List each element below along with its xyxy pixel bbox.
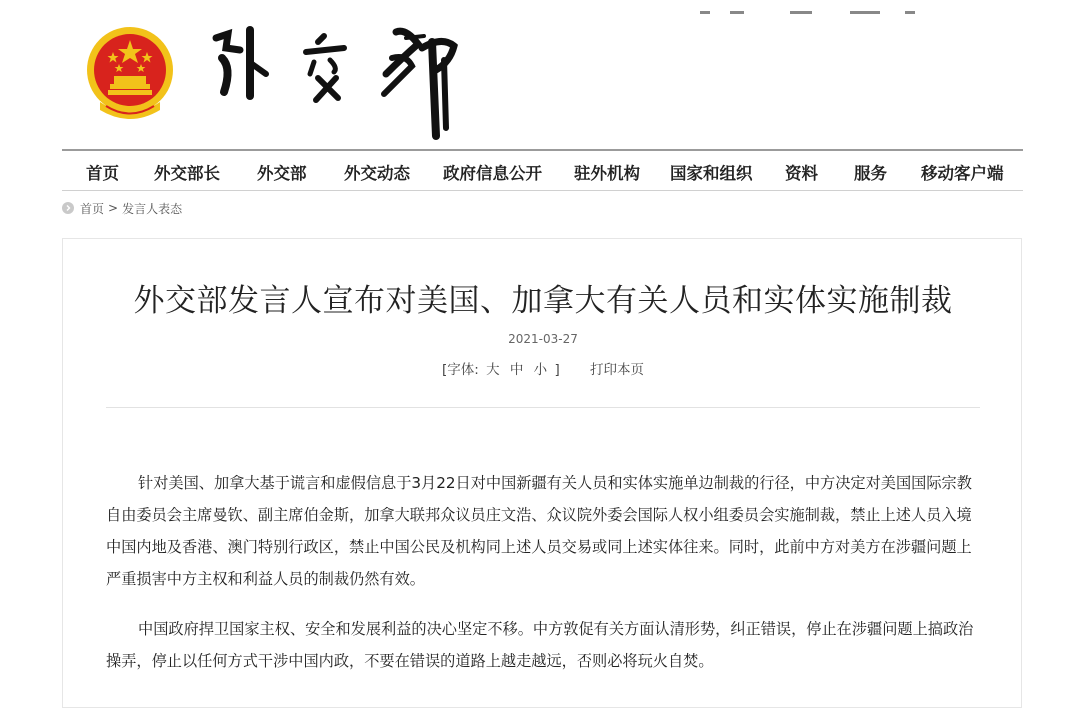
main-nav [62, 149, 1023, 191]
nav-item-missions-abroad[interactable]: 驻外机构 [574, 164, 640, 183]
font-size-small-button[interactable]: 小 [533, 362, 548, 378]
nav-item-government-info[interactable]: 政府信息公开 [443, 164, 542, 183]
nav-item-resources[interactable]: 资料 [785, 164, 818, 183]
nav-item-diplomatic-news[interactable]: 外交动态 [344, 164, 410, 183]
article-paragraph: 中国政府捍卫国家主权、安全和发展利益的决心坚定不移。中方敦促有关方面认清形势，纠正错误，停止在涉疆问题上搞政治操弄，停止以任何方式干涉中国内政，不要在错误的道路上越走越远，否则必将玩火自焚。 [106, 620, 974, 670]
breadcrumb-separator: > [108, 201, 119, 215]
font-size-medium-button[interactable]: 中 [509, 362, 524, 378]
breadcrumb-current-link[interactable]: 发言人表态 [122, 201, 183, 216]
print-page-button[interactable]: 打印本页 [590, 362, 645, 378]
font-size-label: [字体: [441, 362, 479, 378]
ministry-calligraphy-logo[interactable] [206, 18, 466, 143]
nav-item-countries-organizations[interactable]: 国家和组织 [670, 164, 753, 183]
breadcrumb-home-link[interactable]: 首页 [80, 201, 105, 216]
breadcrumb [62, 199, 182, 217]
article-title: 外交部发言人宣布对美国、加拿大有关人员和实体实施制裁 [133, 283, 953, 319]
nav-item-mobile-client[interactable]: 移动客户端 [921, 164, 1004, 183]
article-tools [63, 358, 1023, 378]
title-divider [106, 407, 980, 408]
font-size-large-button[interactable]: 大 [486, 362, 500, 378]
font-size-bracket: ] [554, 362, 560, 378]
site-header [86, 18, 486, 143]
font-size-controls [442, 362, 564, 378]
nav-item-home[interactable]: 首页 [86, 164, 119, 183]
nav-item-services[interactable]: 服务 [854, 164, 887, 183]
chevron-circle-icon [62, 202, 74, 214]
national-emblem-logo[interactable] [86, 26, 174, 126]
article-date: 2021-03-27 [508, 332, 578, 346]
article-panel [62, 238, 1022, 708]
article-paragraph: 针对美国、加拿大基于谎言和虚假信息于3月22日对中国新疆有关人员和实体实施单边制裁的行径，中方决定对美国国际宗教自由委员会主席曼钦、副主席伯金斯，加拿大联邦众议员庄文浩、众议院外委会国际人权小组委员会实施制裁，禁止上述人员入境中国内地及香港、澳门特别行政区，禁止中国公民及机构同上述人员交易或同上述实体往来。同时，此前中方对美方在涉疆问题上严重损害中方主权和利益人员的制裁仍然有效。 [106, 474, 972, 588]
nav-item-ministry[interactable]: 外交部 [257, 164, 307, 183]
top-strip [700, 0, 930, 4]
nav-item-minister[interactable]: 外交部长 [154, 164, 220, 183]
